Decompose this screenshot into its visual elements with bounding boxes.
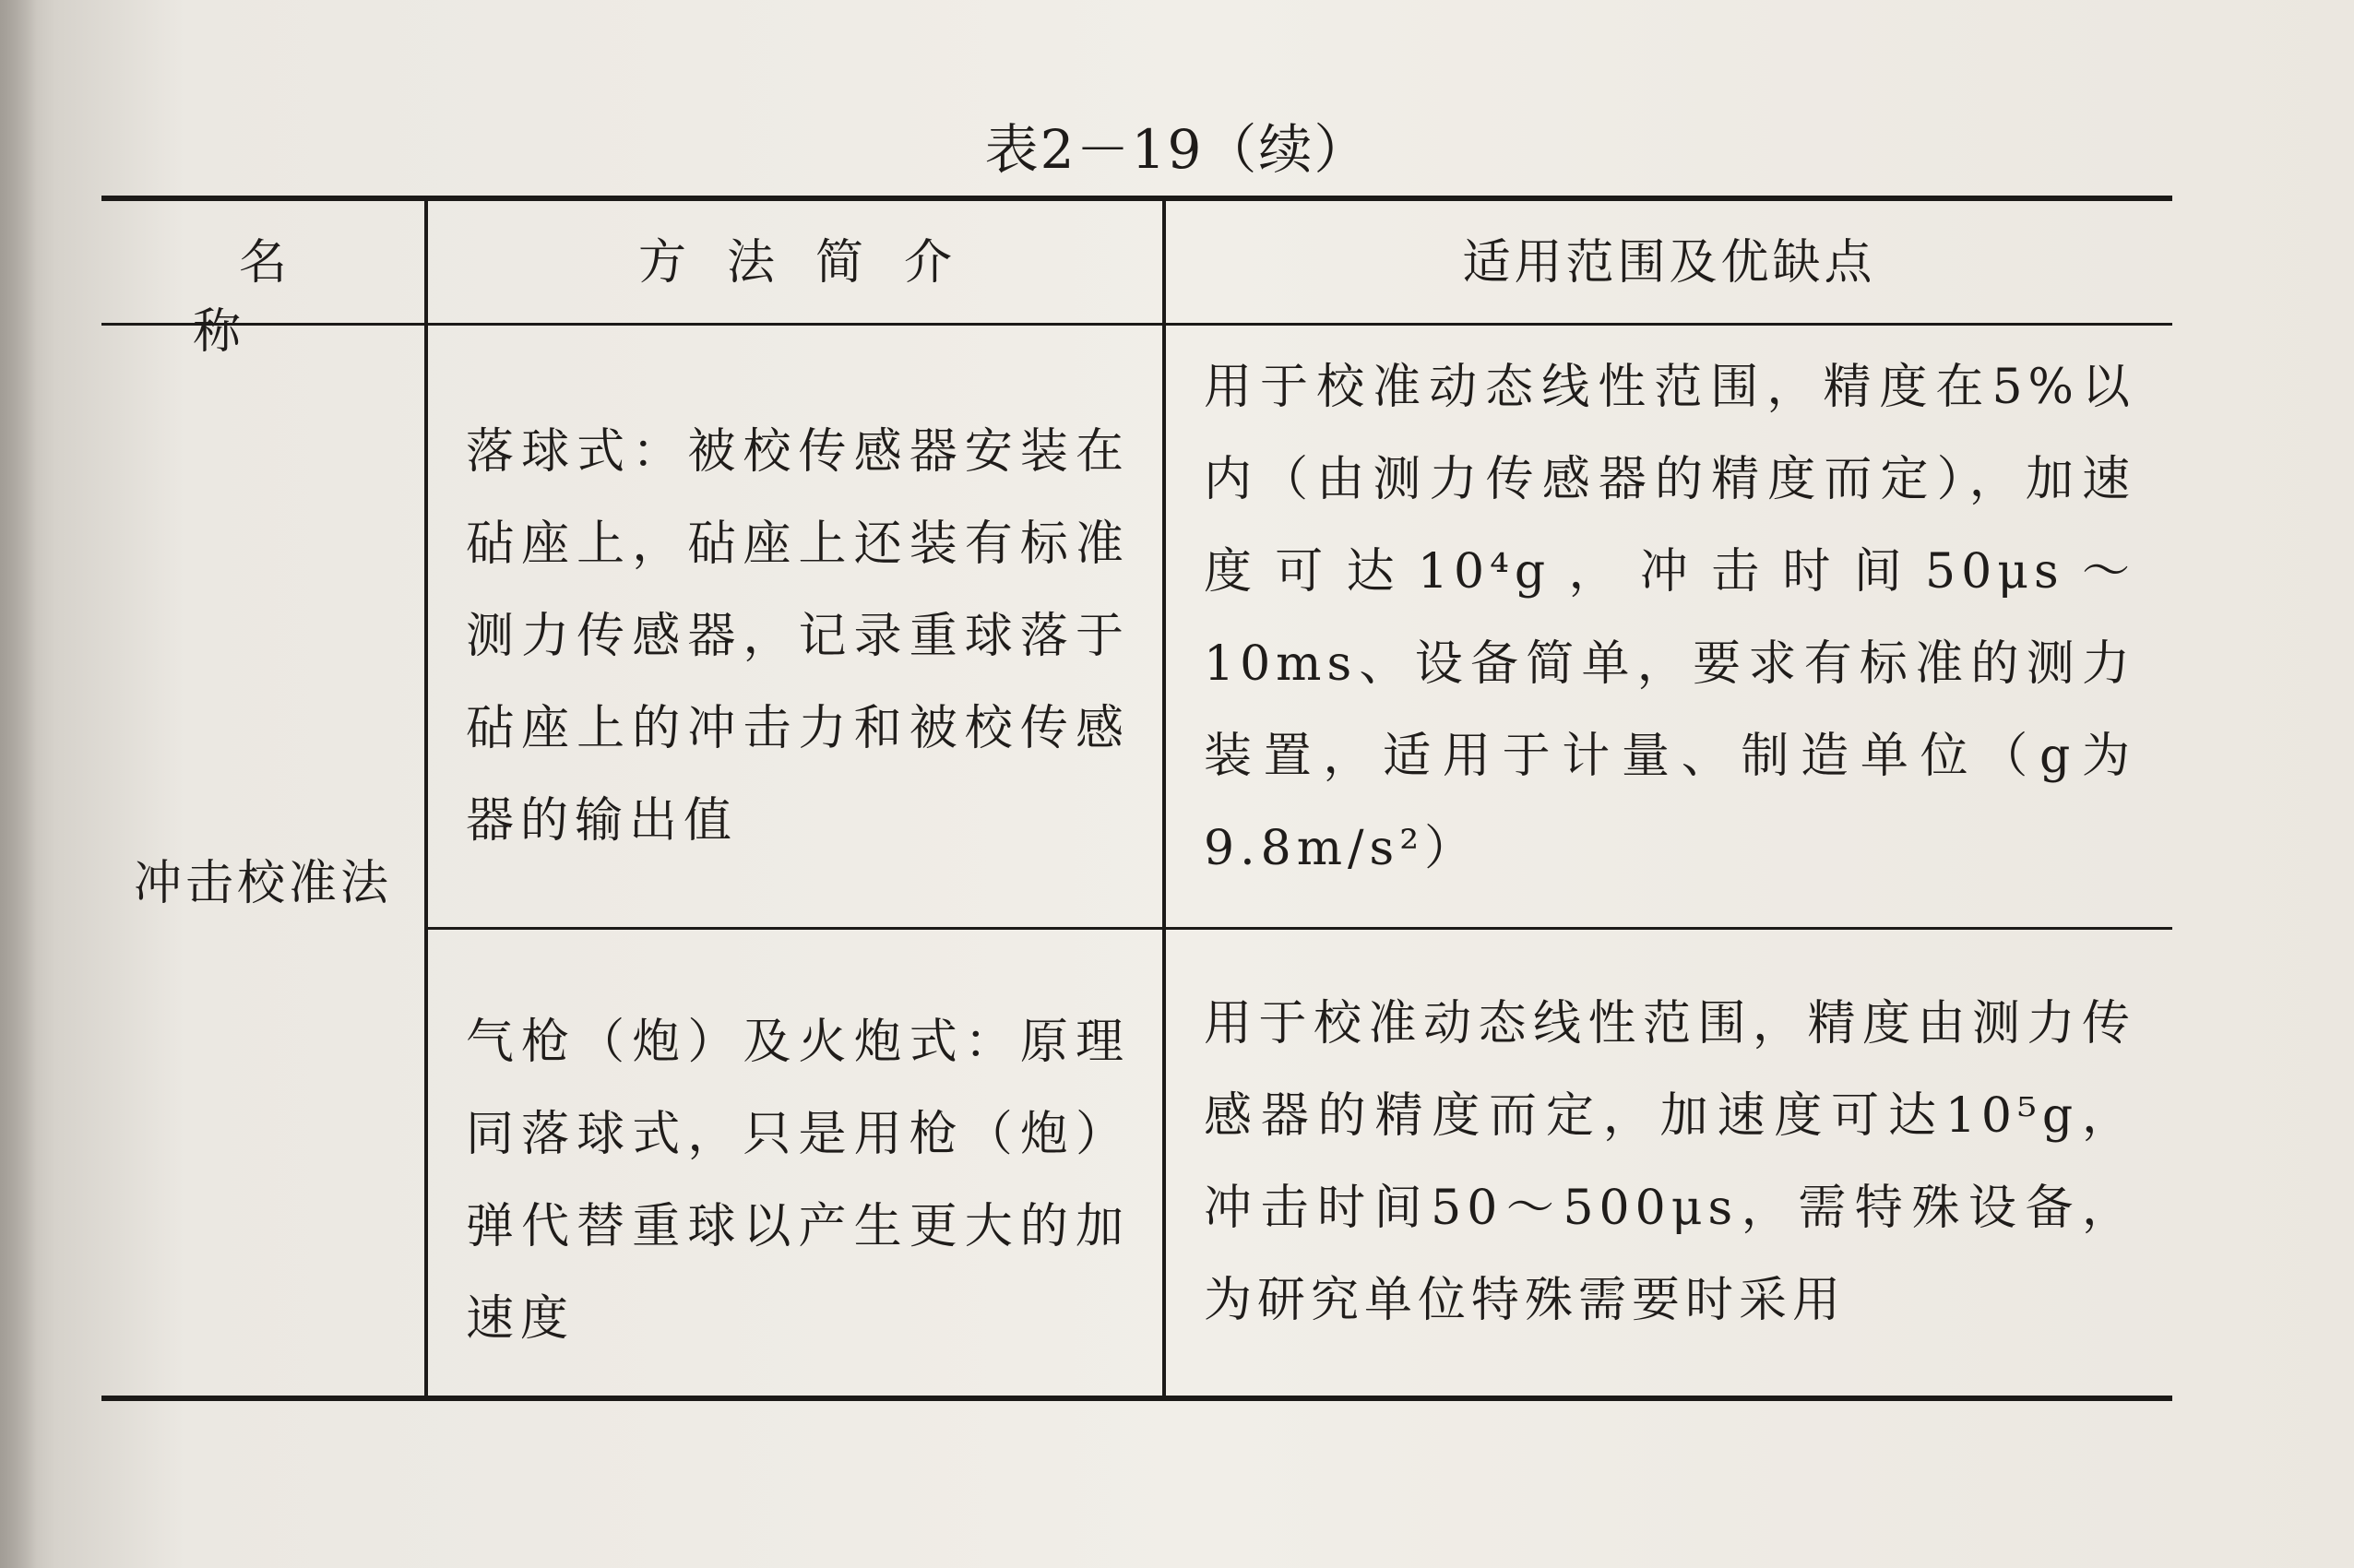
row-name-cell: 冲击校准法 xyxy=(133,856,392,911)
column-divider-1 xyxy=(424,198,428,1397)
table-row-divider xyxy=(424,927,2172,930)
page-spine-shadow xyxy=(0,0,37,1568)
table-caption: 表2－19（续） xyxy=(984,118,1370,181)
header-method: 方法简介 xyxy=(637,235,993,291)
table-bottom-rule xyxy=(101,1396,2172,1401)
column-divider-2 xyxy=(1162,198,1166,1397)
header-name: 名称 xyxy=(192,235,379,360)
method-cell-air-gun: 气枪（炮）及火炮式：原理同落球式，只是用枪（炮）弹代替重球以产生更大的加速度 xyxy=(466,1015,1130,1347)
method-cell-drop-ball: 落球式：被校传感器安装在砧座上，砧座上还装有标准测力传感器，记录重球落于砧座上的冲击力和被校传感器的输出值 xyxy=(466,424,1130,849)
scope-cell-drop-ball: 用于校准动态线性范围，精度在5%以内（由测力传感器的精度而定），加速度可达10⁴g，冲击时间50μs～10ms、设备简单，要求有标准的测力装置，适用于计量、制造单位（g为9.8m/s²） xyxy=(1204,360,2135,876)
table-top-rule xyxy=(101,196,2172,201)
header-scope: 适用范围及优缺点 xyxy=(1462,235,1876,291)
scope-cell-air-gun: 用于校准动态线性范围，精度由测力传感器的精度而定，加速度可达10⁵g，冲击时间50～500μs，需特殊设备，为研究单位特殊需要时采用 xyxy=(1204,996,2135,1328)
